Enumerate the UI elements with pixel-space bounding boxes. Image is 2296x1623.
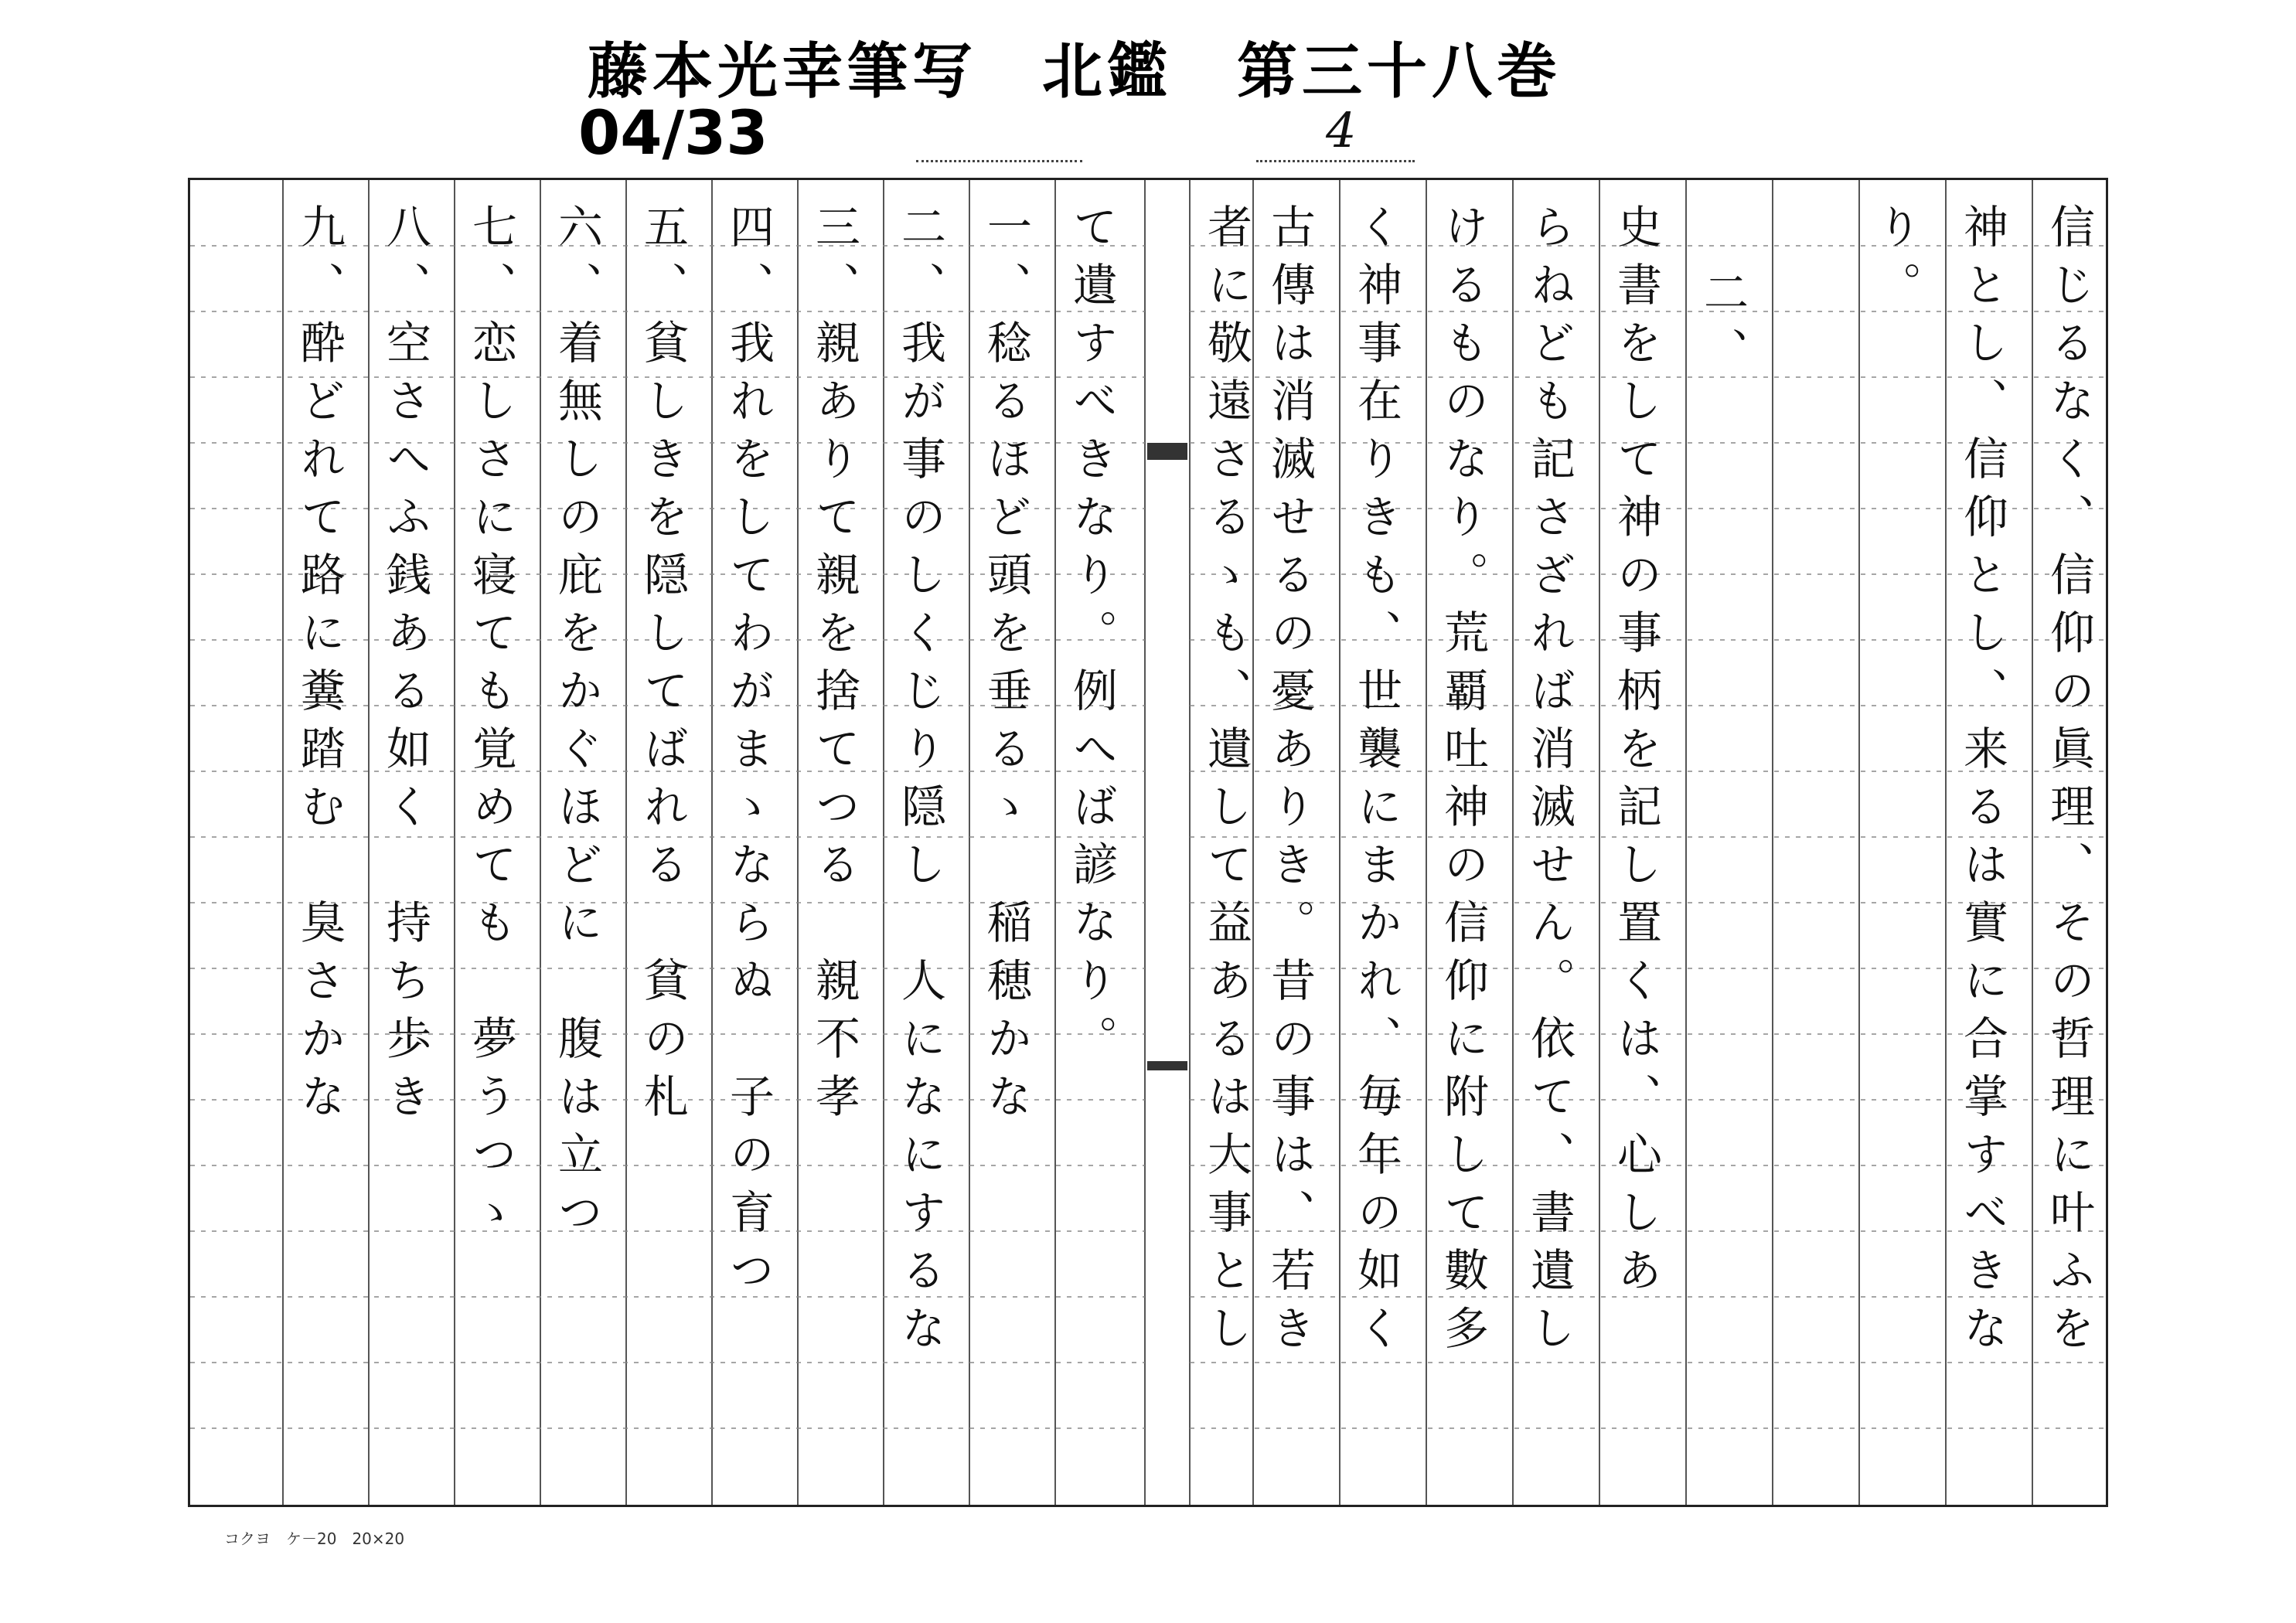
manuscript-sheet [188,178,2108,1507]
text-column: 信じるなく、信仰の眞理、その哲理に叶ふを [2042,203,2095,1363]
text-column: 九、酔どれて路に糞踏む 臭さかな [293,203,346,1131]
document-title: 藤本光幸筆写 北鑑 第三十八巻 [588,37,1562,107]
text-column: らねども記さざれば消滅せん。依て、書遺し [1523,203,1576,1363]
handwritten-page-number: 4 [1326,102,1357,158]
text-column: 八、空さへふ銭ある如く 持ち歩き [379,203,431,1131]
text-column: 神とし、信仰とし、来るは實に合掌すべきな [1956,203,2008,1363]
dotted-line-right [1256,160,1415,162]
text-column: り。 [1869,203,1922,319]
page-number: 04/33 [578,99,768,168]
text-column: 古傳は消滅せるの憂ありき。昔の事は、若き [1263,203,1316,1363]
text-column: 五、貧しきを隠してばれる 貧の札 [636,203,689,1131]
text-column: けるものなり。荒覇吐神の信仰に附して數多 [1436,203,1489,1363]
text-column: 七、恋しさに寝ても覚めても 夢うつゝ [465,203,517,1247]
paper-maker-label: コクヨ ケ－20 20×20 [224,1529,405,1548]
text-column: 二、 [1696,269,1749,385]
text-column: 史書をして神の事柄を記し置くは、心しあ [1610,203,1662,1305]
text-column: 二、我が事のしくじり隠し 人になにするな [894,203,946,1363]
text-column: 三、親ありて親を捨てつる 親不孝 [808,203,860,1131]
text-column: 者に敬遠さるゝも、遺して益あるは大事とし [1200,203,1252,1363]
text-column: く神事在りきも、世襲にまかれ、毎年の如く [1350,203,1402,1363]
text-column: 六、着無しの庇をかぐほどに 腹は立つ [550,203,603,1247]
text-column: 四、我れをしてわがまゝならぬ 子の育つ [722,203,775,1305]
text-column: 一、稔るほど頭を垂るゝ 稲穂かな [979,203,1032,1131]
text-column: て遺すべきなり。例へば諺なり。 [1065,203,1118,1073]
dotted-line-left [916,160,1082,162]
